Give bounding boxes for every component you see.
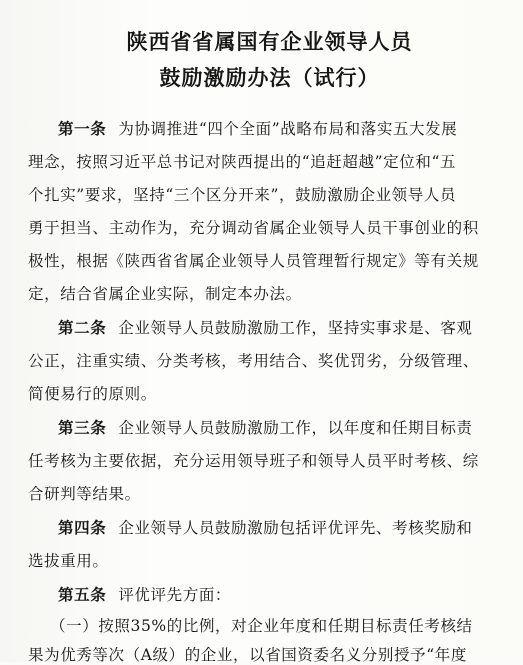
article-3-label: 第三条 bbox=[58, 419, 107, 437]
article-1-line-1 bbox=[58, 117, 457, 139]
article-1-label: 第一条 bbox=[58, 120, 107, 138]
article-2-label: 第二条 bbox=[58, 319, 107, 337]
article-5-line-2: （一）按照35%的比例，对企业年度和任期目标责任考核结 bbox=[50, 617, 473, 635]
document-title-line-2: 鼓励激励办法（试行） bbox=[159, 66, 380, 90]
article-4-label: 第四条 bbox=[58, 519, 107, 537]
article-2-line-3: 简便易行的原则。 bbox=[28, 385, 157, 403]
document-title-line-1: 陕西省省属国有企业领导人员 bbox=[126, 30, 413, 54]
article-3-line-1 bbox=[58, 416, 473, 438]
article-3-line-3: 合研判等结果。 bbox=[28, 485, 141, 503]
article-5-label: 第五条 bbox=[58, 586, 107, 604]
article-1-line-5: 极性，根据《陕西省省属企业领导人员管理暂行规定》等有关规 bbox=[28, 252, 479, 270]
article-2-line-2: 公正，注重实绩、分类考核，考用结合、奖优罚劣，分级管理、 bbox=[28, 352, 479, 370]
article-1-line-6: 定，结合省属企业实际，制定本办法。 bbox=[28, 285, 302, 303]
article-1-text-1: 为协调推进“四个全面”战略布局和落实五大发展 bbox=[118, 120, 458, 138]
article-5-text-1: 评优评先方面： bbox=[118, 586, 232, 604]
article-2-text-1: 企业领导人员鼓励激励工作，坚持实事求是、客观 bbox=[118, 319, 473, 337]
article-5-line-3: 果为优秀等次（A级）的企业，以省国资委名义分别授予“年度 bbox=[28, 646, 467, 664]
article-1-line-4: 勇于担当、主动作为，充分调动省属企业领导人员干事创业的积 bbox=[28, 219, 479, 237]
article-4-line-2: 选拔重用。 bbox=[28, 552, 109, 570]
article-4-text-1: 企业领导人员鼓励激励包括评优评先、考核奖励和 bbox=[118, 519, 473, 537]
article-3-line-2: 任考核为主要依据，充分运用领导班子和领导人员平时考核、综 bbox=[28, 452, 479, 470]
article-1-line-2: 理念，按照习近平总书记对陕西提出的“追赶超越”定位和“五 bbox=[28, 153, 457, 171]
article-3-text-1: 企业领导人员鼓励激励工作，以年度和任期目标责 bbox=[118, 419, 473, 437]
article-1-line-3: 个扎实”要求，坚持“三个区分开来”，鼓励激励企业领导人员 bbox=[28, 186, 457, 204]
article-4-line-1 bbox=[58, 516, 473, 538]
article-5-line-1 bbox=[58, 583, 231, 605]
article-2-line-1 bbox=[58, 316, 473, 338]
